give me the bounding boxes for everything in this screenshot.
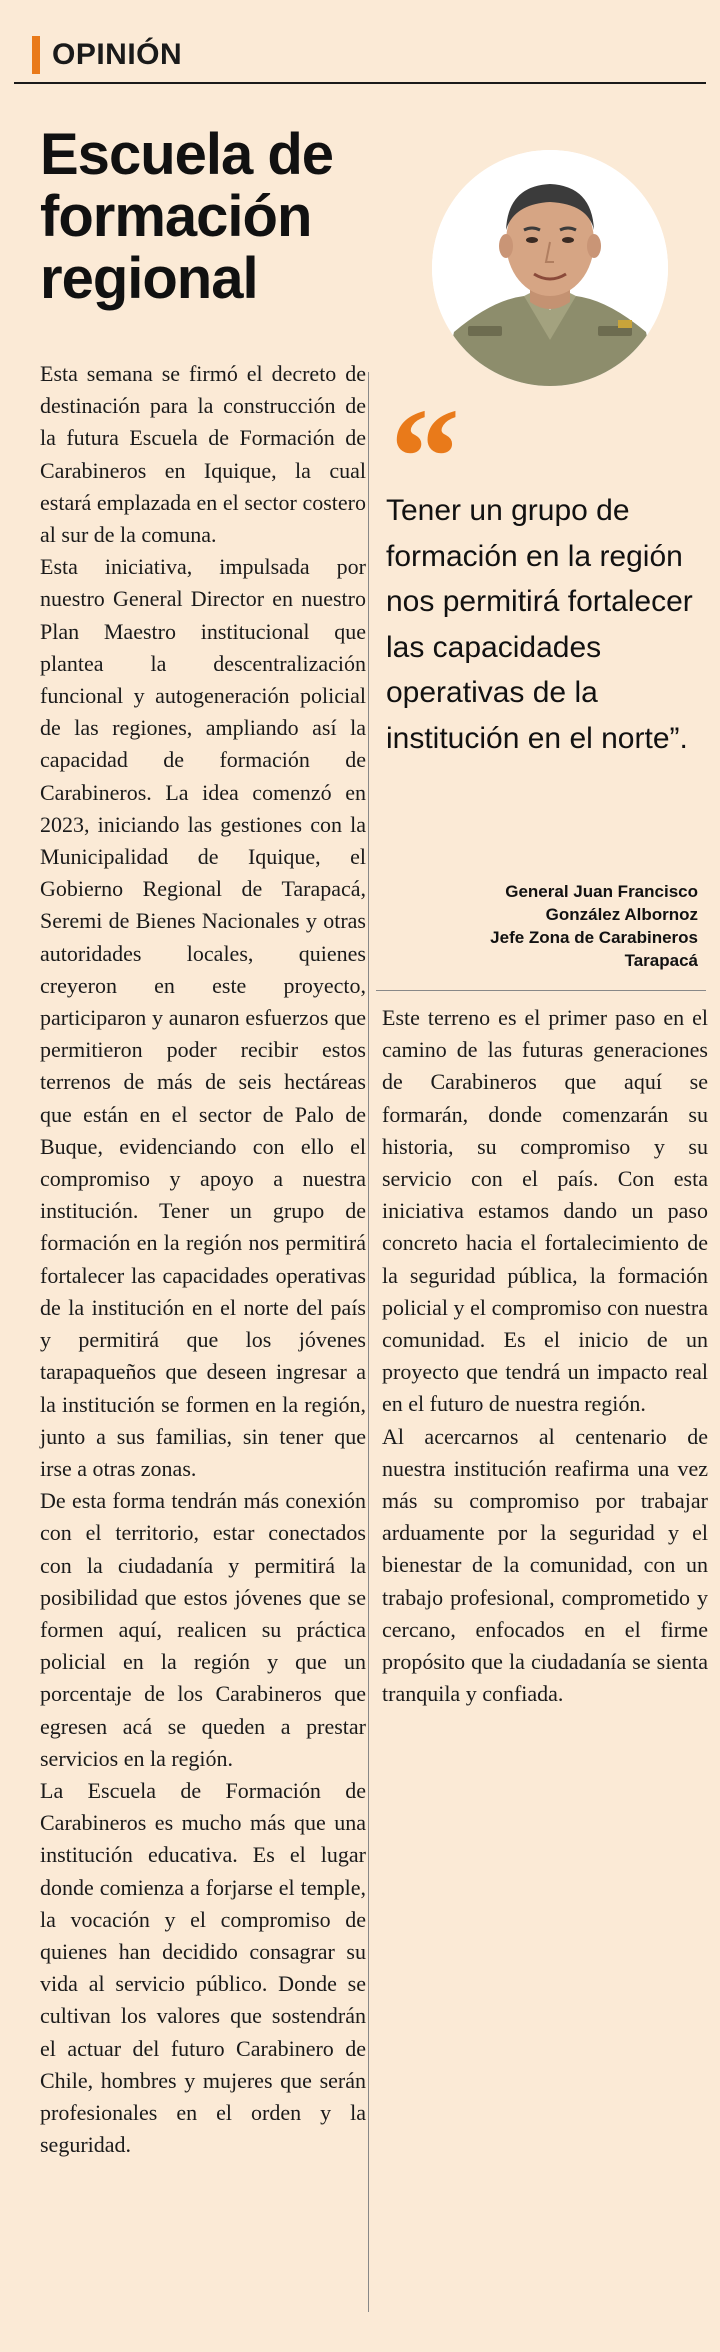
section-marker: [32, 36, 40, 74]
body-paragraph: Al acercarnos al centenario de nuestra institución reafirma una vez más su compromiso por trabajar arduamente por la seguridad y el bienestar de la comunidad, con un trabajo profesional, comprometido y cercano, enfocados en el firme propósito que la ciudadanía se sienta tranquila y confiada.: [382, 1423, 708, 1707]
body-paragraph: Este terreno es el primer paso en el camino de las futuras generaciones de Carabineros que aquí se formarán, donde comenzarán su historia, su compromiso y su servicio con el país. Con esta iniciativa estamos dando un paso concreto hacia el fortalecimiento de la seguridad pública, la formación policial y el compromiso con nuestra comunidad. Es el inicio de un proyecto que tendrá un impacto real en el futuro de nuestra región.: [382, 1005, 708, 1417]
attribution-line: Jefe Zona de Carabineros: [490, 928, 698, 947]
attribution-line: Tarapacá: [624, 951, 698, 970]
article-column-left: [40, 358, 366, 2161]
quote-attribution: [378, 880, 698, 972]
quote-divider: [376, 990, 706, 991]
headline: Escuela de formación regional: [40, 122, 334, 311]
body-paragraph-text: La Escuela de Formación de Carabineros es mucho más que una institución educativa. Es el lugar donde comienza a forjarse el temple, la vocación y el compromiso de quienes han decidido consagrar su vida al servicio público. Donde se cultivan los valores que sostendrán el actuar del futuro Carabinero de Chile, hombres y mujeres que serán profesionales en el orden y la seguridad.: [40, 1777, 366, 2158]
body-paragraph: Esta iniciativa, impulsada por nuestro General Director en nuestro Plan Maestro institucional que plantea la descentralización funcional y autogeneración policial de las regiones, ampliando así la capacidad de formación de Carabineros. La idea comenzó en 2023, iniciando las gestiones con la Municipalidad de Iquique, el Gobierno Regional de Tarapacá, Seremi de Bienes Nacionales y otras autoridades locales, quienes creyeron en este proyecto, participaron y aunaron esfuerzos que permitieron poder recibir estos terrenos de más de seis hectáreas que están en el sector de Palo de Buque, evidenciando con ello el compromiso y apoyo a nuestra institución. Tener un grupo de formación en la región nos permitirá fortalecer las capacidades operativas de la institución en el norte del país y permitirá que los jóvenes tarapaqueños que deseen ingresar a la institución se formen en la región, junto a sus familias, sin tener que irse a otras zonas.: [40, 554, 366, 1481]
article-column-right: [382, 1002, 708, 1710]
section-label: OPINIÓN: [52, 38, 183, 71]
body-paragraph: De esta forma tendrán más conexión con el territorio, estar conectados con la ciudadanía y permitirá la posibilidad que estos jóvenes que se formen aquí, realicen su práctica policial en la región y que un porcentaje de los Carabineros que egresen acá se queden a prestar servicios en la región.: [40, 1488, 366, 1771]
column-divider: [368, 372, 369, 2312]
section-header: [14, 32, 706, 84]
person-portrait-icon: [432, 150, 668, 386]
attribution-line: González Albornoz: [545, 905, 698, 924]
quote-mark-icon: “: [390, 380, 460, 535]
body-paragraph: Esta semana se firmó el decreto de destinación para la construcción de la futura Escuela de Formación de Carabineros en Iquique, la cual estará emplazada en el sector costero al sur de la comuna.: [40, 361, 366, 548]
pull-quote: Tener un grupo de formación en la región nos permitirá fortalecer las capacidades operativas de la institución en el norte”.: [386, 494, 693, 755]
attribution-line: General Juan Francisco: [505, 882, 698, 901]
body-paragraph: [40, 1775, 366, 2161]
